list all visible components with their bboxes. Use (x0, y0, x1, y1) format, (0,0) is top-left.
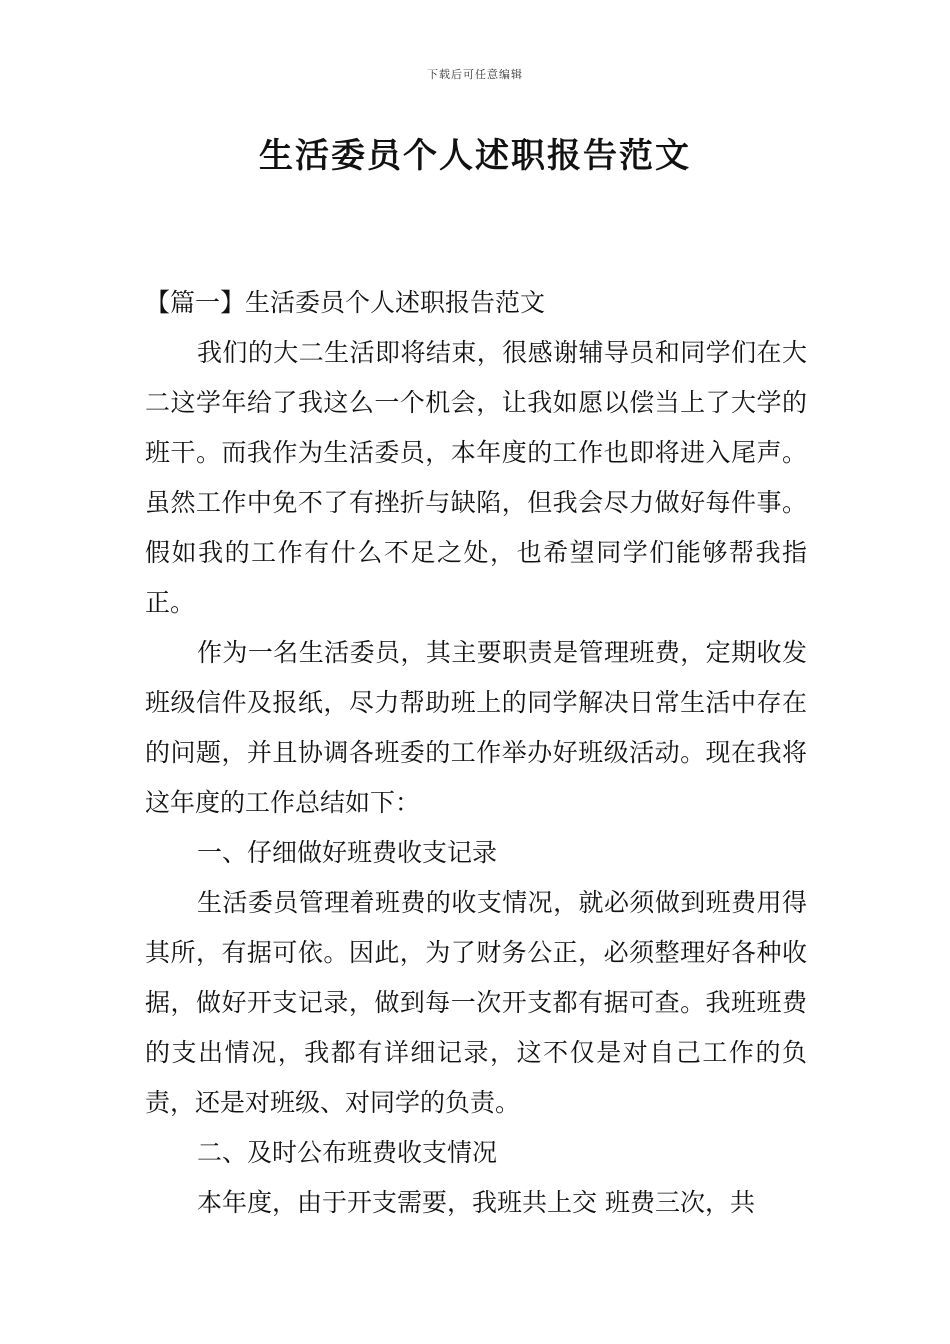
document-header-note: 下载后可任意编辑 (427, 68, 523, 81)
paragraph-publish: 本年度，由于开支需要，我班共上交 班费三次，共 (197, 1188, 755, 1217)
section-heading: 【篇一】生活委员个人述职报告范文 (145, 288, 546, 317)
document-title: 生活委员个人述职报告范文 (259, 136, 691, 176)
paragraph-intro: 我们的大二生活即将结束，很感谢辅导员和同学们在大二这学年给了我这么一个机会，让我如愿以偿当上了大学的班干。而我作为生活委员，本年度的工作也即将进入尾声。虽然工作中免不了有挫折与缺陷，但我会尽力做好每件事。假如我的工作有什么不足之处，也希望同学们能够帮我指正。 (145, 338, 807, 617)
paragraph-records: 生活委员管理着班费的收支情况，就必须做到班费用得其所，有据可依。因此，为了财务公正，必须整理好各种收据，做好开支记录，做到每一次开支都有据可查。我班班费的支出情况，我都有详细记录，这不仅是对自己工作的负责，还是对班级、对同学的负责。 (145, 888, 807, 1117)
subheading-publish: 二、及时公布班费收支情况 (197, 1138, 498, 1167)
paragraph-duties: 作为一名生活委员，其主要职责是管理班费，定期收发班级信件及报纸，尽力帮助班上的同学解决日常生活中存在的问题，并且协调各班委的工作举办好班级活动。现在我将这年度的工作总结如下： (145, 638, 807, 817)
subheading-records: 一、仔细做好班费收支记录 (197, 838, 498, 867)
document-body (145, 278, 807, 1228)
